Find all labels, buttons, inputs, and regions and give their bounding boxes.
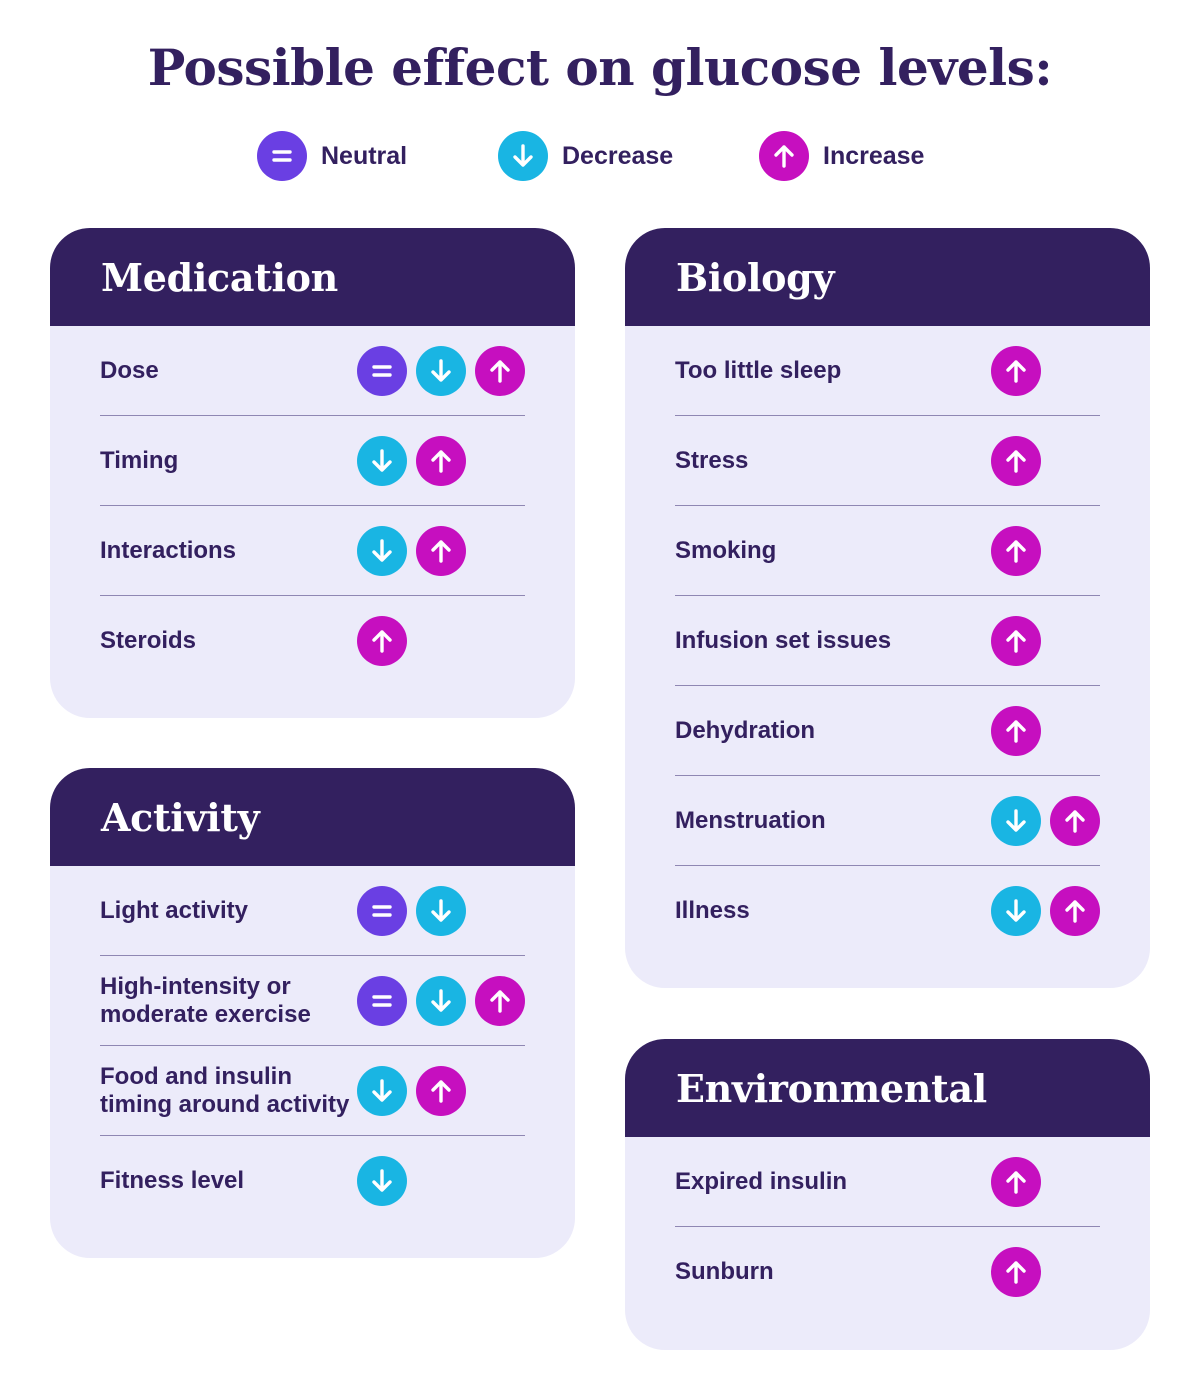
environmental-card-header xyxy=(625,1039,1150,1137)
factor-row-dehydration xyxy=(675,686,1100,776)
equals-icon xyxy=(357,976,407,1026)
factor-row-steroids xyxy=(100,596,525,686)
arrow-up-icon xyxy=(991,706,1041,756)
factor-row-light-activity xyxy=(100,866,525,956)
effect-icons xyxy=(991,796,1100,846)
arrow-up-icon xyxy=(991,436,1041,486)
arrow-down-icon xyxy=(991,796,1041,846)
factor-row-timing xyxy=(100,416,525,506)
effect-icons xyxy=(357,346,525,396)
arrow-down-icon xyxy=(416,346,466,396)
legend-item-increase xyxy=(759,131,924,181)
factor-row-too-little-sleep xyxy=(675,326,1100,416)
arrow-up-icon xyxy=(991,346,1041,396)
factor-label: Fitness level xyxy=(100,1167,245,1194)
activity-card-header xyxy=(50,768,575,866)
factor-row-smoking xyxy=(675,506,1100,596)
page-title: Possible effect on glucose levels: xyxy=(147,38,1053,97)
activity-factor-list xyxy=(50,866,575,1226)
empty-slot xyxy=(1050,1247,1100,1297)
effect-icons xyxy=(357,976,525,1026)
equals-icon xyxy=(357,346,407,396)
factor-label: Infusion set issues xyxy=(675,626,892,654)
factor-label: Smoking xyxy=(675,536,777,564)
arrow-up-icon xyxy=(475,976,525,1026)
arrow-up-icon xyxy=(416,526,466,576)
arrow-down-icon xyxy=(991,886,1041,936)
factor-row-illness xyxy=(675,866,1100,956)
factor-label: Food and insulin timing around activity xyxy=(100,1062,350,1118)
arrow-up-icon xyxy=(991,526,1041,576)
arrow-down-icon xyxy=(416,886,466,936)
empty-slot xyxy=(416,1156,466,1206)
factor-label: Timing xyxy=(100,446,179,474)
factor-label: Dehydration xyxy=(675,716,816,744)
legend-label-increase: Increase xyxy=(823,141,925,170)
medication-card-header xyxy=(50,228,575,326)
activity-card xyxy=(50,768,575,1258)
medication-card xyxy=(50,228,575,718)
arrow-down-icon xyxy=(357,526,407,576)
biology-card-title: Biology xyxy=(676,254,835,300)
empty-slot xyxy=(475,436,525,486)
factor-label: Sunburn xyxy=(675,1258,774,1285)
empty-slot xyxy=(1050,1157,1100,1207)
biology-card xyxy=(625,228,1150,988)
effect-icons xyxy=(357,1066,525,1116)
biology-factor-list xyxy=(625,326,1150,956)
effect-icons xyxy=(991,706,1100,756)
arrow-up-icon xyxy=(991,1157,1041,1207)
empty-slot xyxy=(1050,526,1100,576)
legend-item-neutral xyxy=(257,131,407,181)
factor-label: Interactions xyxy=(100,536,237,564)
factor-row-sunburn xyxy=(675,1227,1100,1317)
environmental-factor-list xyxy=(625,1137,1150,1317)
arrow-down-icon xyxy=(357,1066,407,1116)
effect-icons xyxy=(357,526,525,576)
factor-row-dose xyxy=(100,326,525,416)
arrow-down-icon xyxy=(498,131,548,181)
arrow-up-icon xyxy=(1050,886,1100,936)
factor-label: Illness xyxy=(675,897,750,924)
arrow-up-icon xyxy=(475,346,525,396)
effect-icons xyxy=(991,616,1100,666)
empty-slot xyxy=(475,1066,525,1116)
effect-icons xyxy=(357,436,525,486)
factor-label: Stress xyxy=(675,446,749,474)
legend-item-decrease xyxy=(498,131,673,181)
factor-row-fitness-level xyxy=(100,1136,525,1226)
effect-icons xyxy=(991,346,1100,396)
arrow-up-icon xyxy=(1050,796,1100,846)
factor-row-menstruation xyxy=(675,776,1100,866)
biology-card-header xyxy=(625,228,1150,326)
empty-slot xyxy=(475,886,525,936)
effect-icons xyxy=(357,616,525,666)
effect-icons xyxy=(357,1156,525,1206)
legend xyxy=(0,131,1200,181)
equals-icon xyxy=(257,131,307,181)
effect-icons xyxy=(991,1247,1100,1297)
activity-card-title: Activity xyxy=(101,794,260,840)
factor-label: Expired insulin xyxy=(675,1167,848,1195)
environmental-card xyxy=(625,1039,1150,1350)
factor-label: Light activity xyxy=(100,896,249,924)
legend-label-decrease: Decrease xyxy=(562,141,674,170)
arrow-up-icon xyxy=(416,1066,466,1116)
arrow-down-icon xyxy=(416,976,466,1026)
effect-icons xyxy=(991,526,1100,576)
empty-slot xyxy=(1050,346,1100,396)
factor-label: High-intensity or moderate exercise xyxy=(100,972,311,1028)
factor-label: Too little sleep xyxy=(675,356,842,384)
equals-icon xyxy=(357,886,407,936)
effect-icons xyxy=(991,436,1100,486)
arrow-up-icon xyxy=(759,131,809,181)
empty-slot xyxy=(1050,616,1100,666)
effect-icons xyxy=(991,886,1100,936)
empty-slot xyxy=(475,1156,525,1206)
arrow-down-icon xyxy=(357,436,407,486)
factor-label: Dose xyxy=(100,356,159,384)
empty-slot xyxy=(475,616,525,666)
empty-slot xyxy=(1050,436,1100,486)
arrow-up-icon xyxy=(991,1247,1041,1297)
factor-row-food-and-insulin-timing-around-activity xyxy=(100,1046,525,1136)
factor-label: Steroids xyxy=(100,627,197,654)
arrow-up-icon xyxy=(357,616,407,666)
arrow-up-icon xyxy=(416,436,466,486)
factor-label: Menstruation xyxy=(675,806,826,834)
legend-label-neutral: Neutral xyxy=(321,141,408,170)
factor-row-interactions xyxy=(100,506,525,596)
arrow-down-icon xyxy=(357,1156,407,1206)
empty-slot xyxy=(416,616,466,666)
factor-row-infusion-set-issues xyxy=(675,596,1100,686)
medication-card-title: Medication xyxy=(101,254,338,300)
empty-slot xyxy=(475,526,525,576)
factor-row-stress xyxy=(675,416,1100,506)
arrow-up-icon xyxy=(991,616,1041,666)
factor-row-high-intensity-or-moderate-exercise xyxy=(100,956,525,1046)
empty-slot xyxy=(1050,706,1100,756)
effect-icons xyxy=(357,886,525,936)
environmental-card-title: Environmental xyxy=(676,1065,987,1111)
effect-icons xyxy=(991,1157,1100,1207)
medication-factor-list xyxy=(50,326,575,686)
factor-row-expired-insulin xyxy=(675,1137,1100,1227)
